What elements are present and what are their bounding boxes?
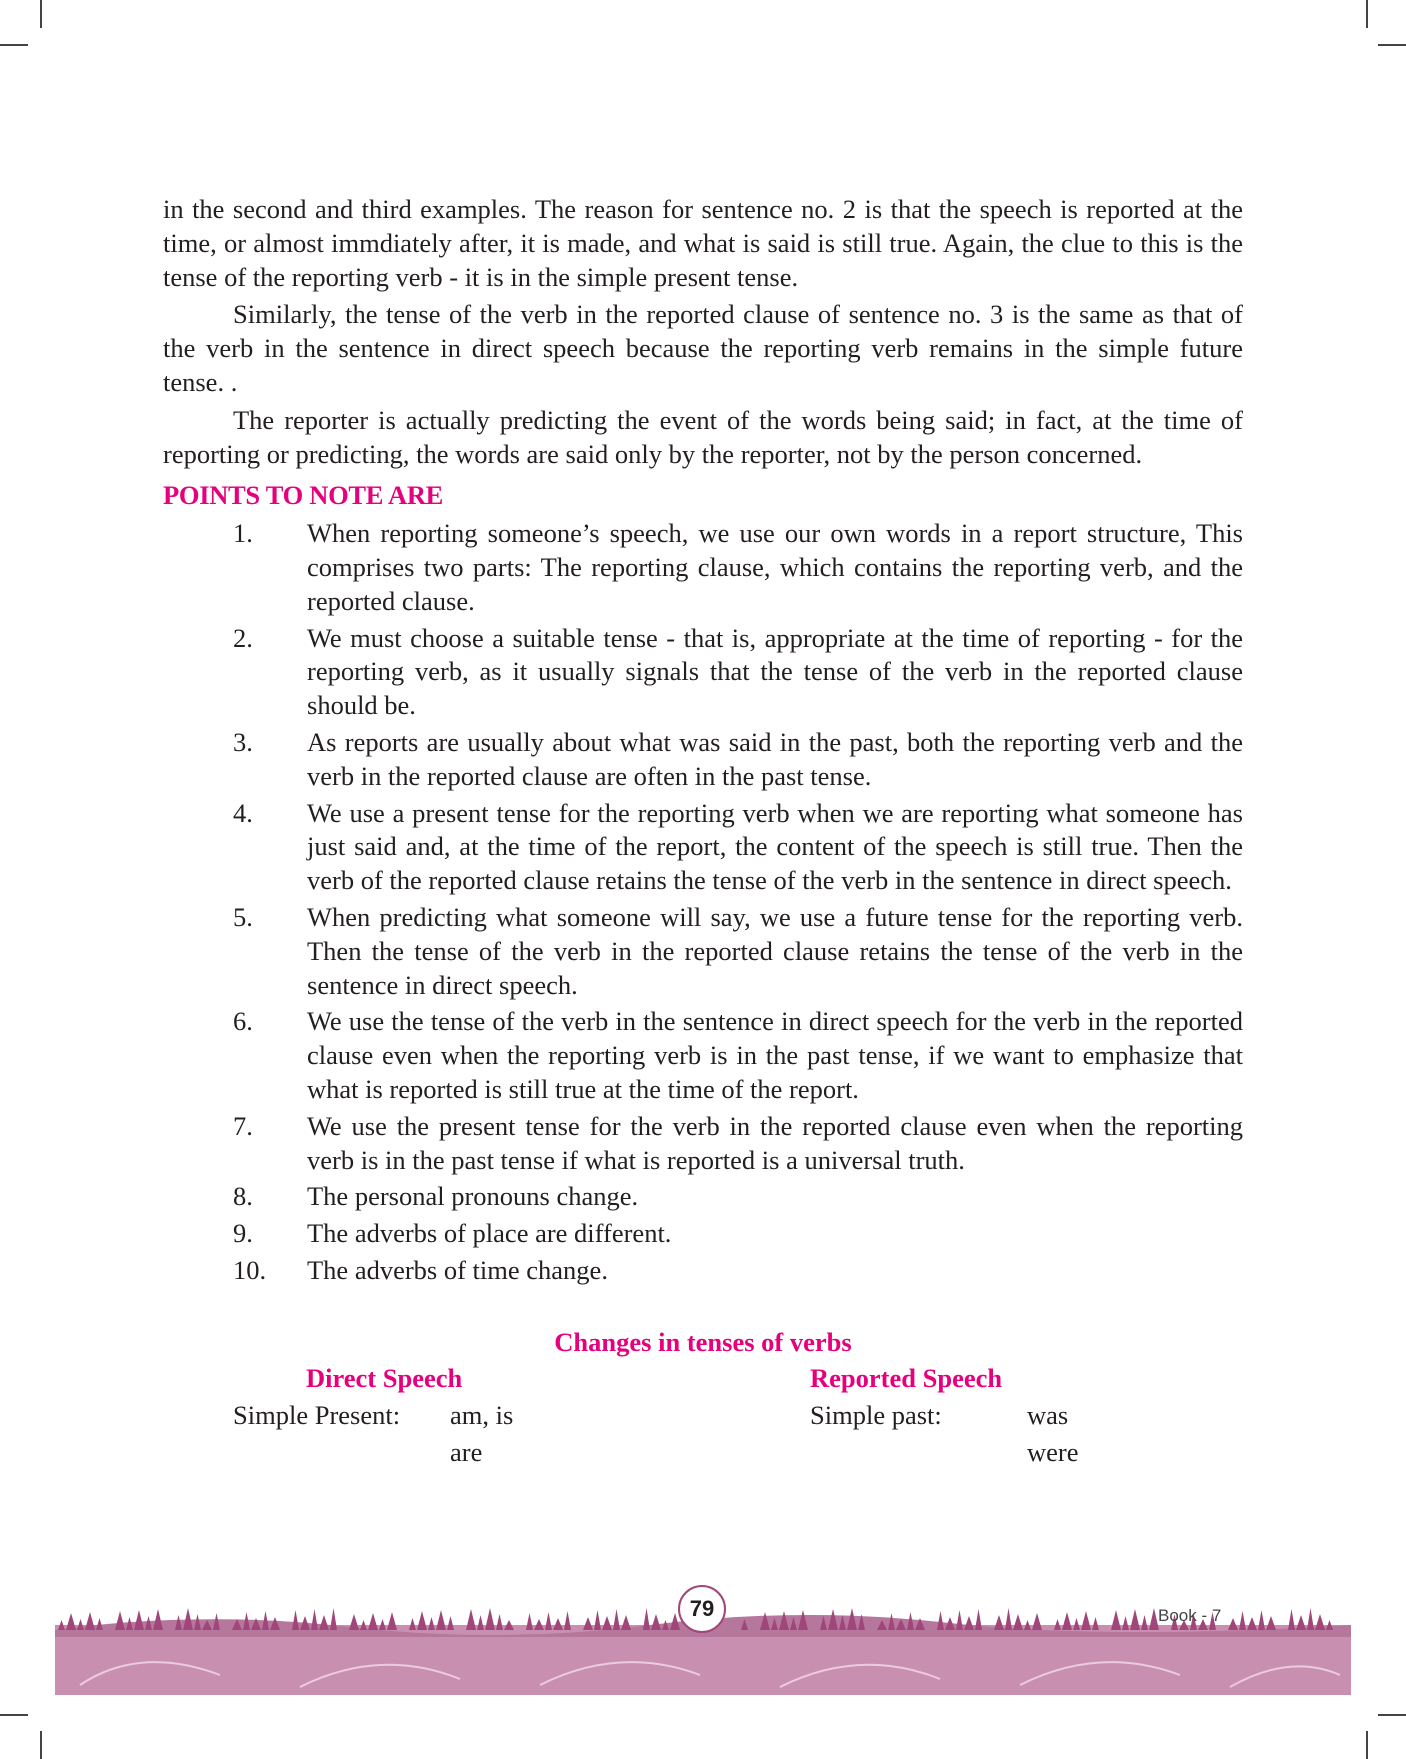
direct-verb: am, is	[450, 1399, 514, 1430]
item-text: As reports are usually about what was said in the past, both the reporting verb and the verb in the reported clause are often in the past tense.	[307, 726, 1243, 791]
item-number: 3.	[233, 726, 253, 757]
tree-shape	[621, 1615, 631, 1630]
points-heading: POINTS TO NOTE ARE	[163, 480, 444, 511]
crop-mark	[0, 44, 28, 46]
tree-shape	[292, 1610, 299, 1630]
direct-tense-label: Simple Present:	[233, 1399, 401, 1430]
tree-shape	[1122, 1616, 1129, 1630]
tree-shape	[1005, 1608, 1012, 1630]
tree-shape	[1307, 1608, 1314, 1630]
paragraph-3: The reporter is actually predicting the event of the words being said; in fact, at the time of reporting or predicting, the words are said only by the reporter, not by the person concerned.	[163, 404, 1243, 469]
tree-shape	[534, 1619, 544, 1630]
page-content	[163, 193, 1243, 1473]
reported-tense-label: Simple past:	[810, 1399, 942, 1430]
tree-shape	[447, 1616, 454, 1630]
item-number: 9.	[233, 1218, 253, 1249]
list-item	[163, 1254, 1243, 1288]
item-text: The adverbs of place are different.	[307, 1218, 672, 1249]
crop-mark	[40, 1731, 42, 1759]
tree-shape	[496, 1614, 503, 1630]
page-number: 79	[678, 1585, 726, 1633]
paragraph-1: in the second and third examples. The reason for sentence no. 2 is that the speech is reported at the time, or almost immdiately after, it is made, and what is said is still true. Again, the clue to this is the tense of the reporting verb - it is in the simple present tense.	[163, 194, 1243, 292]
item-text: We must choose a suitable tense - that is, appropriate at the time of reporting - for the reporting verb, as it usually signals that the tense of the verb in the reported clause should be.	[307, 622, 1243, 721]
tree-shape	[613, 1609, 620, 1630]
crop-mark	[1366, 0, 1368, 28]
tree-shape	[368, 1613, 378, 1630]
tree-shape	[349, 1614, 359, 1630]
tree-shape	[1288, 1609, 1295, 1630]
tree-shape	[956, 1610, 963, 1630]
tree-shape	[1111, 1610, 1121, 1630]
item-number: 6.	[233, 1006, 253, 1037]
tree-shape	[485, 1608, 495, 1630]
item-text: When reporting someone’s speech, we use our own words in a report structure, This comprises two parts: The reporting clause, which contains the reporting verb, and the reported clause.	[307, 518, 1243, 616]
tree-shape	[1073, 1618, 1080, 1630]
list-item	[163, 726, 1243, 794]
tree-shape	[643, 1608, 650, 1630]
list-item	[163, 797, 1243, 898]
table-header-row	[163, 1362, 1243, 1399]
tree-shape	[66, 1613, 76, 1630]
tree-shape	[602, 1616, 612, 1630]
tree-shape	[1266, 1616, 1276, 1630]
crop-mark	[1378, 44, 1406, 46]
tree-shape	[417, 1611, 427, 1630]
tree-shape	[466, 1609, 476, 1630]
item-text: When predicting what someone will say, we use a future tense for the reporting verb. Then the tense of the verb in the reported clause retains the tense of the verb in the sentence in direct speech.	[307, 901, 1243, 1000]
item-text: We use a present tense for the reporting verb when we are reporting what someone has just said and, at the time of the report, the content of the speech is still true. Then the verb of the reported clause retains the tense of the verb in the sentence in direct speech.	[307, 797, 1243, 896]
tree-shape	[77, 1619, 84, 1630]
tree-shape	[594, 1610, 601, 1630]
tree-shape	[428, 1617, 435, 1630]
reported-verb: were	[1027, 1436, 1079, 1467]
tree-shape	[409, 1618, 416, 1630]
tree-shape	[1228, 1618, 1238, 1630]
direct-verb: are	[450, 1436, 483, 1467]
item-text: We use the tense of the verb in the sentence in direct speech for the verb in the reported clause even when the reporting verb is in the past tense, if we want to emphasize that what is reported is still true at the time of the report.	[307, 1006, 1243, 1104]
crop-mark	[1366, 1731, 1368, 1759]
table-title: Changes in tenses of verbs	[554, 1326, 852, 1357]
tree-shape	[1013, 1614, 1023, 1630]
tree-shape	[387, 1612, 397, 1630]
tree-shape	[96, 1618, 103, 1630]
item-number: 8.	[233, 1181, 253, 1212]
crop-mark	[40, 0, 42, 28]
item-text: The adverbs of time change.	[307, 1254, 608, 1285]
tree-shape	[583, 1617, 593, 1630]
tree-shape	[553, 1618, 563, 1630]
tree-shape	[134, 1610, 144, 1630]
tree-shape	[526, 1613, 533, 1630]
tree-shape	[1258, 1610, 1265, 1630]
tree-shape	[379, 1619, 386, 1630]
tree-shape	[937, 1611, 944, 1630]
points-list	[163, 517, 1243, 1288]
tree-shape	[994, 1615, 1004, 1630]
crop-mark	[0, 1714, 28, 1716]
item-number: 5.	[233, 901, 253, 932]
list-item	[163, 1180, 1243, 1214]
list-item	[163, 901, 1243, 1002]
item-text: We use the present tense for the verb in the reported clause even when the reporting verb is in the past tense if what is reported is a universal truth.	[307, 1110, 1243, 1175]
item-number: 1.	[233, 518, 253, 549]
tree-shape	[115, 1611, 125, 1630]
tree-shape	[1081, 1611, 1091, 1630]
tree-shape	[651, 1614, 661, 1630]
tree-shape	[311, 1609, 318, 1630]
tree-shape	[1315, 1614, 1325, 1630]
list-item	[163, 1005, 1243, 1106]
tree-shape	[964, 1616, 974, 1630]
item-number: 4.	[233, 797, 253, 828]
list-item	[163, 1217, 1243, 1251]
tree-shape	[545, 1612, 552, 1630]
tree-shape	[1239, 1611, 1246, 1630]
table-row	[163, 1436, 1243, 1473]
item-number: 2.	[233, 622, 253, 653]
paragraph-2: Similarly, the tense of the verb in the reported clause of sentence no. 3 is the same as that of the verb in the sentence in direct speech because the reporting verb remains in the simple future tense. .	[163, 299, 1243, 397]
tree-shape	[436, 1610, 446, 1630]
list-item	[163, 1110, 1243, 1178]
tree-shape	[975, 1609, 982, 1630]
item-text: The personal pronouns change.	[307, 1181, 639, 1212]
tree-shape	[1130, 1609, 1140, 1630]
tree-shape	[1296, 1615, 1306, 1630]
book-label: Book - 7	[1158, 1606, 1222, 1625]
tree-shape	[153, 1609, 163, 1630]
reported-speech-header: Reported Speech	[810, 1362, 1003, 1393]
tree-shape	[1247, 1617, 1257, 1630]
direct-speech-header: Direct Speech	[306, 1362, 463, 1393]
tree-shape	[1062, 1612, 1072, 1630]
tree-shape	[477, 1615, 484, 1630]
tree-shape	[319, 1615, 329, 1630]
table-row	[163, 1399, 1243, 1436]
list-item	[163, 517, 1243, 618]
tree-shape	[85, 1612, 95, 1630]
tree-shape	[1054, 1619, 1061, 1630]
tree-shape	[183, 1608, 193, 1630]
tree-shape	[564, 1611, 571, 1630]
tree-shape	[1032, 1613, 1042, 1630]
crop-mark	[1378, 1714, 1406, 1716]
tree-shape	[1092, 1617, 1099, 1630]
item-number: 10.	[233, 1254, 267, 1285]
item-number: 7.	[233, 1110, 253, 1141]
list-item	[163, 622, 1243, 723]
tree-shape	[1141, 1615, 1148, 1630]
reported-verb: was	[1027, 1399, 1069, 1430]
tree-shape	[330, 1608, 337, 1630]
